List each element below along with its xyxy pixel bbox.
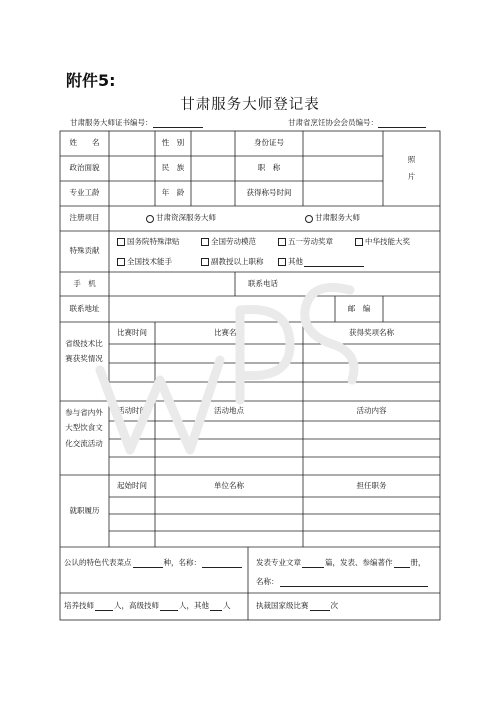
member-no-label: 甘肃省烹饪协会会员编号： <box>288 118 378 127</box>
politics-label: 政治面貌 <box>69 163 100 173</box>
col-header: 获得奖项名称 <box>349 327 394 337</box>
award-time-label: 获得称号时间 <box>246 188 292 198</box>
contrib-checkbox-3[interactable]: 五一劳动奖章 <box>278 235 333 249</box>
age-label: 年 龄 <box>161 188 185 198</box>
gender-label: 性 别 <box>161 138 185 148</box>
contrib-checkbox-4[interactable]: 中华技能大奖 <box>355 235 410 249</box>
address-label: 联系地址 <box>69 303 100 313</box>
contrib-checkbox-5[interactable]: 全国技术能手 <box>117 255 172 269</box>
contrib-checkbox-2[interactable]: 全国劳动模范 <box>201 235 256 249</box>
contrib-checkbox-6[interactable]: 副教授以上职称 <box>201 255 264 269</box>
contrib-checkbox-1[interactable]: 国务院特殊津贴 <box>117 235 180 249</box>
articles-name-field[interactable]: 名称： <box>256 575 429 589</box>
specialty-label: 专业工龄 <box>69 188 100 198</box>
checkbox-icon[interactable] <box>278 238 286 246</box>
employment-history-label: 就职履历 <box>69 505 100 515</box>
form-title: 甘肃服务大师登记表 <box>180 97 320 113</box>
contrib-checkbox-other[interactable]: 其他 <box>278 255 365 269</box>
checkbox-icon[interactable] <box>117 238 125 246</box>
title-rank-label: 职 称 <box>257 163 281 173</box>
watermark-logo-icon <box>90 250 370 480</box>
articles-count-blank[interactable] <box>302 559 324 568</box>
col-header: 活动地点 <box>214 405 244 415</box>
checkbox-icon[interactable] <box>355 238 363 246</box>
id-no-label: 身份证号 <box>254 138 284 148</box>
col-header: 活动时间 <box>117 405 147 415</box>
radio-icon[interactable] <box>305 215 313 223</box>
col-header: 活动内容 <box>356 405 387 415</box>
col-header: 起始时间 <box>117 480 147 490</box>
articles-name-blank[interactable] <box>280 578 428 587</box>
technician-count-blank[interactable] <box>95 602 113 611</box>
name-label: 姓 名 <box>69 138 100 148</box>
articles-field[interactable]: 发表专业文章 篇，发表、参编著作 册， <box>256 557 426 567</box>
other-count-blank[interactable] <box>210 602 222 611</box>
exchange-activities-label: 参与省内外大型饮食文化交流活动 <box>65 408 103 448</box>
register-option-senior[interactable]: 甘肃资深服务大师 <box>146 206 216 231</box>
col-header: 比赛时间 <box>117 327 147 337</box>
cert-no-label: 甘肃服务大师证书编号： <box>70 118 153 127</box>
senior-technician-count-blank[interactable] <box>160 602 178 611</box>
checkbox-icon[interactable] <box>201 238 209 246</box>
judging-field[interactable]: 执裁国家级比赛 次 <box>256 600 338 610</box>
radio-icon[interactable] <box>146 215 154 223</box>
trained-technicians-field[interactable]: 培养技师 人，高级技师 人，其他 人 <box>64 600 231 610</box>
dishes-name-blank[interactable] <box>202 559 242 568</box>
signature-dishes-field[interactable]: 公认的特色代表菜点 种，名称： <box>64 556 243 570</box>
col-header: 单位名称 <box>214 480 244 490</box>
contact-phone-label: 联系电话 <box>248 278 278 288</box>
register-option-master[interactable]: 甘肃服务大师 <box>305 206 360 231</box>
register-item-label: 注册项目 <box>69 213 100 223</box>
photo-label: 照 片 <box>407 155 416 181</box>
judging-count-blank[interactable] <box>310 602 330 611</box>
dishes-count-blank[interactable] <box>133 559 163 568</box>
annex-label: 附件5: <box>66 71 116 90</box>
col-header: 比赛名称 <box>214 327 244 337</box>
books-count-blank[interactable] <box>394 559 410 568</box>
ethnicity-label: 民 族 <box>161 163 185 173</box>
col-header: 担任职务 <box>356 480 387 490</box>
mobile-label: 手 机 <box>73 278 96 288</box>
postcode-label: 邮 编 <box>347 303 371 313</box>
special-contribution-label: 特殊贡献 <box>69 246 100 256</box>
provincial-awards-label: 省级技术比赛获奖情况 <box>65 339 103 364</box>
